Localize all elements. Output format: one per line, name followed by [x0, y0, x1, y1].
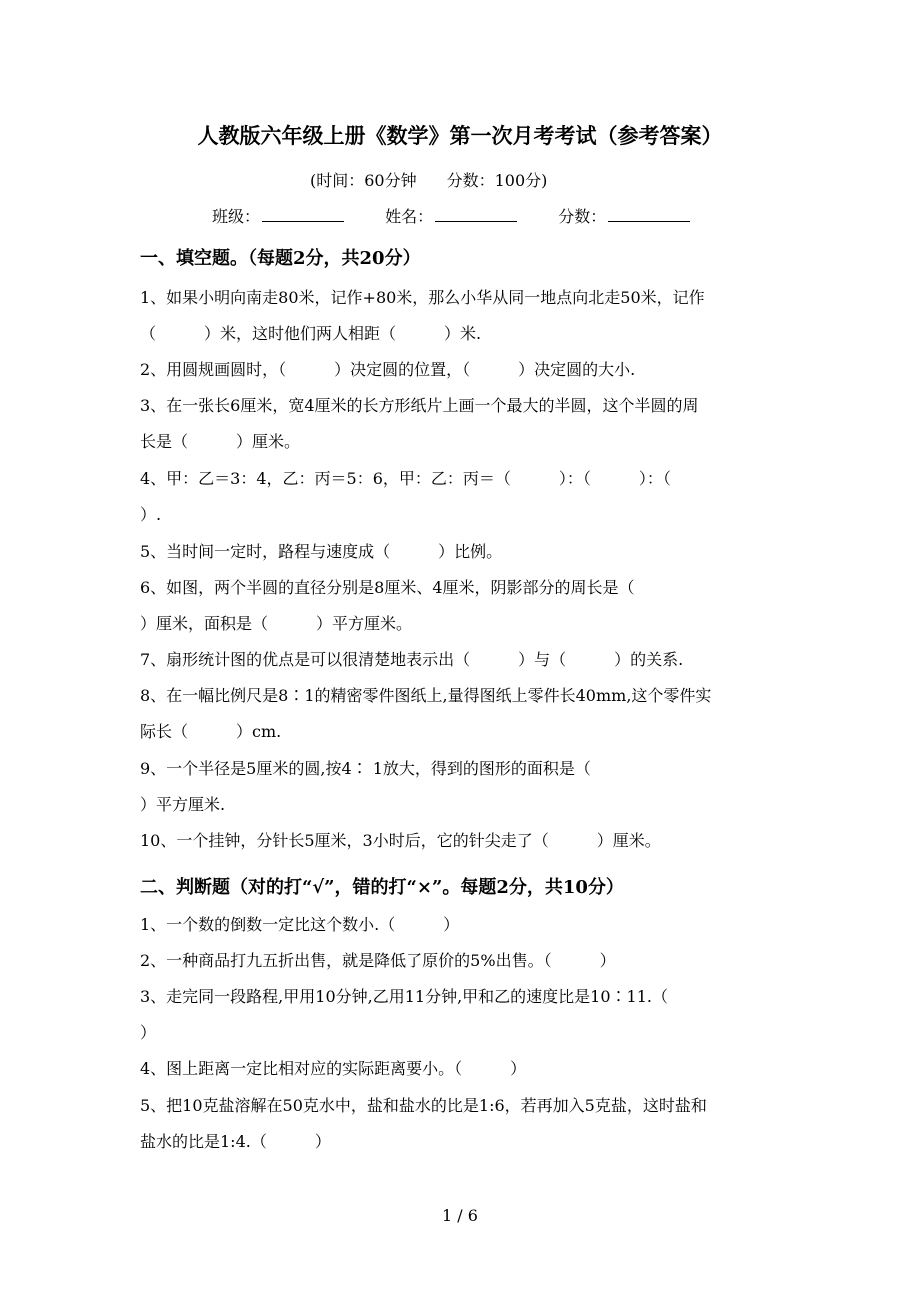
s1-line: （ ）米，这时他们两人相距（ ）米. — [140, 324, 482, 343]
exam-total-score: 分数：100分) — [446, 171, 548, 190]
s2-line: ） — [140, 1023, 157, 1042]
exam-time: (时间：60分钟 — [310, 171, 417, 190]
s1-line: ）厘米，面积是（ ）平方厘米。 — [140, 614, 413, 633]
s2-line: 4、图上距离一定比相对应的实际距离要小。（ ） — [140, 1059, 527, 1078]
s1-line: 8、在一幅比例尺是8∶1的精密零件图纸上,量得图纸上零件长40mm,这个零件实 — [140, 686, 712, 705]
s1-line: 2、用圆规画圆时，（ ）决定圆的位置，（ ）决定圆的大小. — [140, 360, 636, 379]
class-label: 班级： — [212, 207, 261, 226]
page-title: 人教版六年级上册《数学》第一次月考考试（参考答案） — [197, 123, 723, 148]
class-blank[interactable] — [262, 207, 344, 222]
s2-line: 盐水的比是1:4.（ ） — [140, 1132, 331, 1151]
s1-line: ）平方厘米. — [140, 795, 226, 814]
s1-line: 7、扇形统计图的优点是可以很清楚地表示出（ ）与（ ）的关系. — [140, 650, 684, 669]
s2-line: 1、一个数的倒数一定比这个数小.（ ） — [140, 915, 460, 934]
exam-info — [310, 168, 547, 191]
s2-line: 2、一种商品打九五折出售，就是降低了原价的5%出售。（ ） — [140, 951, 616, 970]
section-2-heading: 二、判断题（对的打“√”，错的打“×”。每题2分，共10分） — [140, 877, 624, 898]
s1-line: 6、如图，两个半圆的直径分别是8厘米、4厘米，阴影部分的周长是（ — [140, 578, 635, 597]
s1-line: 长是（ ）厘米。 — [140, 432, 301, 451]
s1-line: 3、在一张长6厘米，宽4厘米的长方形纸片上画一个最大的半圆，这个半圆的周 — [140, 396, 699, 415]
s2-line: 5、把10克盐溶解在50克水中，盐和盐水的比是1:6，若再加入5克盐，这时盐和 — [140, 1096, 707, 1115]
s1-line: 4、甲：乙＝3：4，乙：丙＝5：6，甲：乙：丙＝（ ）：（ ）：（ — [140, 469, 671, 488]
s1-line: 1、如果小明向南走80米，记作+80米，那么小华从同一地点向北走50米，记作 — [140, 288, 705, 307]
score-blank[interactable] — [608, 207, 690, 222]
s2-line: 3、走完同一段路程,甲用10分钟,乙用11分钟,甲和乙的速度比是10∶11.（ — [140, 987, 668, 1006]
name-blank[interactable] — [435, 207, 517, 222]
section-1-heading: 一、填空题。（每题2分，共20分） — [140, 248, 421, 269]
s1-line: 际长（ ）cm. — [140, 722, 282, 741]
s1-line: 9、一个半径是5厘米的圆,按4∶ 1放大，得到的图形的面积是（ — [140, 759, 591, 778]
s1-line: 10、一个挂钟，分针长5厘米，3小时后，它的针尖走了（ ）厘米。 — [140, 831, 661, 850]
page-number: 1 / 6 — [442, 1206, 478, 1225]
name-label: 姓名： — [385, 207, 434, 226]
score-field — [558, 204, 690, 227]
s1-line: ）. — [140, 505, 162, 524]
s1-line: 5、当时间一定时，路程与速度成（ ）比例。 — [140, 542, 503, 561]
name-field — [385, 204, 517, 227]
student-info-fields — [212, 204, 726, 227]
class-field — [212, 204, 344, 227]
score-label: 分数： — [558, 207, 607, 226]
